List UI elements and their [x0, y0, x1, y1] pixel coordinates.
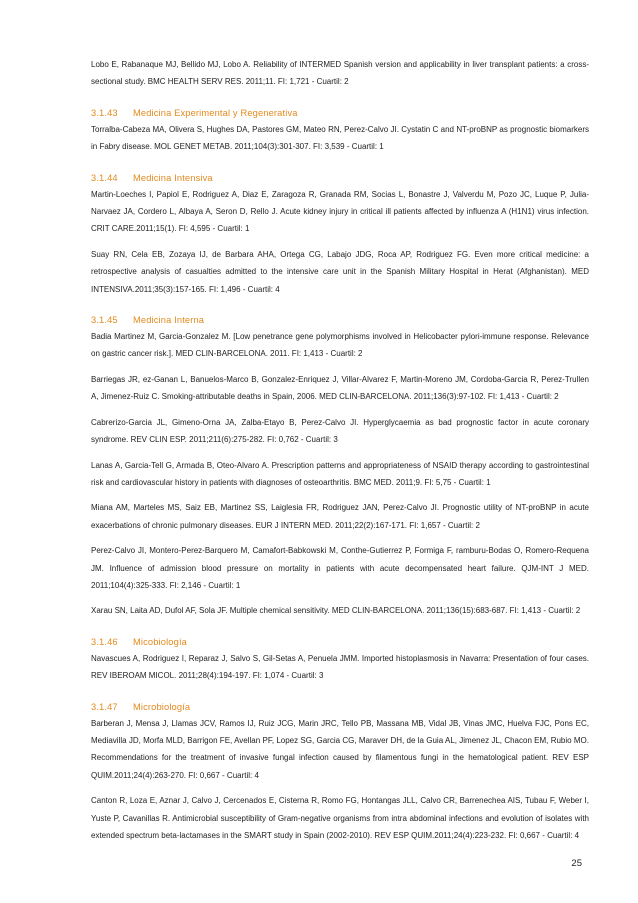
reference-entry: Martin-Loeches I, Papiol E, Rodriguez A, Diaz E, Zaragoza R, Granada RM, Socias L, Bonastre J, Valverdu M, Pozo JC, Luque P, Julia-Narvaez JA, Cordero L, Albaya A, Seron D, Rello J. Acute kidney injury in critical ill patients affected by influenza A (H1N1) virus infection. CRIT CARE.2011;15(1). FI: 4,595 - Cuartil: 1	[91, 189, 589, 234]
section-heading	[91, 700, 589, 714]
reference-entry: Xarau SN, Laita AD, Dufol AF, Sola JF. Multiple chemical sensitivity. MED CLIN-BARCELONA. 2011;136(15):683-687. FI: 1,413 - Cuartil: 2	[91, 606, 581, 616]
reference-entry: Lanas A, Garcia-Tell G, Armada B, Oteo-Alvaro A. Prescription patterns and appropriateness of NSAID therapy according to gastrointestinal risk and cardiovascular history in patients with diagnoses of osteoarthritis. BMC MED. 2011;9. FI: 5,75 - Cuartil: 1	[91, 460, 589, 487]
page-number: 25	[571, 858, 582, 869]
section-title: Medicina Intensiva	[133, 172, 213, 183]
reference-entry: Suay RN, Cela EB, Zozaya IJ, de Barbara AHA, Ortega CG, Labajo JDG, Roca AP, Rodriguez FG. Even more critical medicine: a retrospective analysis of casualties admitted to the intensive care unit in the Spanish Military Hospital in Herat (Afghanistan). MED INTENSIVA.2011;35(3):157-165. FI: 1,496 - Cuartil: 4	[91, 249, 589, 294]
section-title: Micobiología	[133, 636, 187, 647]
reference-entry: Barriegas JR, ez-Ganan L, Banuelos-Marco B, Gonzalez-Enriquez J, Villar-Alvarez F, Martin-Moreno JM, Cordoba-Garcia R, Perez-Trullen A, Jimenez-Ruiz C. Smoking-attributable deaths in Spain, 2006. MED CLIN-BARCELONA. 2011;136(3):97-102. FI: 1,413 - Cuartil: 2	[91, 374, 589, 402]
section-heading	[91, 106, 589, 120]
section-heading	[91, 171, 589, 185]
reference-entry: Barberan J, Mensa J, Llamas JCV, Ramos IJ, Ruiz JCG, Marin JRC, Tello PB, Massana MB, Vidal JB, Vinas JMC, Huelva FJC, Pons EC, Mediavilla JD, Morfa MLD, Barrigon FE, Avellan PF, Lopez SG, Garcia CG, Maraver DH, de la Guia AL, Jimenez JL, Chacon EM, Rubio MO. Recommendations for the treatment of invasive fungal infection caused by filamentous fungi in the hematological patient. REV ESP QUIM.2011;24(4):263-270. FI: 0,667 - Cuartil: 4	[91, 718, 589, 780]
reference-entry: Perez-Calvo JI, Montero-Perez-Barquero M, Camafort-Babkowski M, Conthe-Gutierrez P, Formiga F, ramburu-Bodas O, Romero-Requena JM. Influence of admission blood pressure on mortality in patients with acute decompensated heart failure. QJM-INT J MED. 2011;104(4):325-333. FI: 2,146 - Cuartil: 1	[91, 546, 589, 590]
section-number: 3.1.46	[91, 636, 118, 647]
document-body	[91, 56, 589, 852]
section-number: 3.1.45	[91, 315, 118, 326]
section-heading	[91, 313, 589, 327]
section-title: Medicina Experimental y Regenerativa	[133, 107, 298, 118]
section-title: Microbiología	[133, 701, 191, 712]
section-title: Medicina Interna	[133, 315, 205, 326]
reference-entry: Cabrerizo-Garcia JL, Gimeno-Orna JA, Zalba-Etayo B, Perez-Calvo JI. Hyperglycaemia as bad prognostic factor in acute coronary syndrome. REV CLIN ESP. 2011;211(6):275-282. FI: 0,762 - Cuartil: 3	[91, 417, 589, 445]
reference-entry: Navascues A, Rodriguez I, Reparaz J, Salvo S, Gil-Setas A, Penuela JMM. Imported histoplasmosis in Navarra: Presentation of four cases. REV IBEROAM MICOL. 2011;28(4):194-197. FI: 1,074 - Cuartil: 3	[91, 653, 589, 681]
reference-entry: Badia Martinez M, Garcia-Gonzalez M. [Low penetrance gene polymorphisms involved in Helicobacter pylori-immune response. Relevance on gastric cancer risk.]. MED CLIN-BARCELONA. 2011. FI: 1,413 - Cuartil: 2	[91, 332, 589, 359]
reference-entry: Lobo E, Rabanaque MJ, Bellido MJ, Lobo A. Reliability of INTERMED Spanish version and applicability in liver transplant patients: a cross-sectional study. BMC HEALTH SERV RES. 2011;11. FI: 1,721 - Cuartil: 2	[91, 60, 589, 87]
section-number: 3.1.43	[91, 107, 118, 118]
reference-entry: Canton R, Loza E, Aznar J, Calvo J, Cercenados E, Cisterna R, Romo FG, Hontangas JLL, Calvo CR, Barrenechea AIS, Tubau F, Weber I, Yuste P, Cavanillas R. Antimicrobial susceptibility of Gram-negative organisms from intra abdominal infections and evolution of isolates with extended spectrum beta-lactamases in the SMART study in Spain (2002-2010). REV ESP QUIM.2011;24(4):223-232. FI: 0,667 - Cuartil: 4	[91, 796, 589, 840]
reference-entry: Miana AM, Marteles MS, Saiz EB, Martinez SS, Laiglesia FR, Rodriguez JAN, Perez-Calvo JI. Prognostic utility of NT-proBNP in acute exacerbations of chronic pulmonary diseases. EUR J INTERN MED. 2011;22(2):167-171. FI: 1,657 - Cuartil: 2	[91, 503, 589, 530]
section-number: 3.1.47	[91, 701, 118, 712]
section-heading	[91, 635, 589, 649]
reference-entry: Torralba-Cabeza MA, Olivera S, Hughes DA, Pastores GM, Mateo RN, Perez-Calvo JI. Cystatin C and NT-proBNP as prognostic biomarkers in Fabry disease. MOL GENET METAB. 2011;104(3):301-307. FI: 3,539 - Cuartil: 1	[91, 124, 589, 152]
section-number: 3.1.44	[91, 172, 118, 183]
